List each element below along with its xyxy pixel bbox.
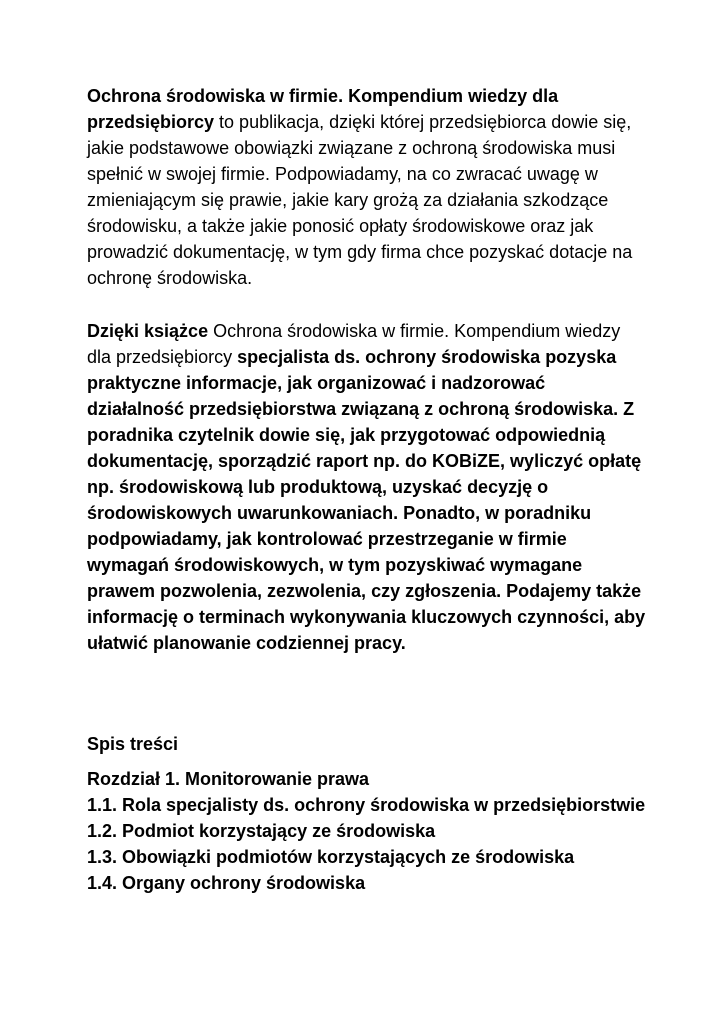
description-bold-text: specjalista ds. ochrony środowiska pozyska praktyczne informacje, jak organizować i nadzorować działalność przedsiębiorstwa związaną z ochroną środowiska. Z poradnika czytelnik dowie się, jak przygotować odpowiednią dokumentację, sporządzić raport np. do KOBiZE, wyliczyć opłatę np. środowiskową lub produktową, uzyskać decyzję o środowiskowych uwarunkowaniach. Ponadto, w poradniku podpowiadamy, jak kontrolować przestrzeganie w firmie wymagań środowiskowych, w tym pozyskiwać wymagane prawem pozwolenia, zezwolenia, czy zgłoszenia. Podajemy także informację o terminach wykonywania kluczowych czynności, aby ułatwić planowanie codziennej pracy.: [87, 347, 646, 653]
toc-heading: Spis treści: [87, 734, 179, 754]
toc-item: 1.4. Organy ochrony środowiska: [87, 873, 366, 893]
book-title-text: Ochrona środowiska w firmie. Kompendium wiedzy dla przedsiębiorcy: [87, 321, 621, 367]
intro-paragraph: [87, 83, 647, 291]
toc-item: 1.3. Obowiązki podmiotów korzystających ze środowiska: [87, 847, 575, 867]
toc-item: 1.2. Podmiot korzystający ze środowiska: [87, 821, 436, 841]
intro-text: to publikacja, dzięki której przedsiębiorca dowie się, jakie podstawowe obowiązki związane z ochroną środowiska musi spełnić w swojej firmie. Podpowiadamy, na co zwracać uwagę w zmieniającym się prawie, jakie kary grożą za działania szkodzące środowisku, a także jakie ponosić opłaty środowiskowe oraz jak prowadzić dokumentację, w tym gdy firma chce pozyskać dotacje na ochronę środowiska.: [87, 112, 633, 288]
book-title-bold: Ochrona środowiska w firmie. Kompendium wiedzy dla przedsiębiorcy: [87, 86, 559, 132]
description-paragraph: [87, 318, 647, 656]
document-page: [87, 83, 647, 893]
toc-item: 1.1. Rola specjalisty ds. ochrony środowiska w przedsiębiorstwie: [87, 795, 646, 815]
table-of-contents: [87, 766, 647, 896]
toc-item: Rozdział 1. Monitorowanie prawa: [87, 769, 370, 789]
lead-bold: Dzięki książce: [87, 321, 209, 341]
